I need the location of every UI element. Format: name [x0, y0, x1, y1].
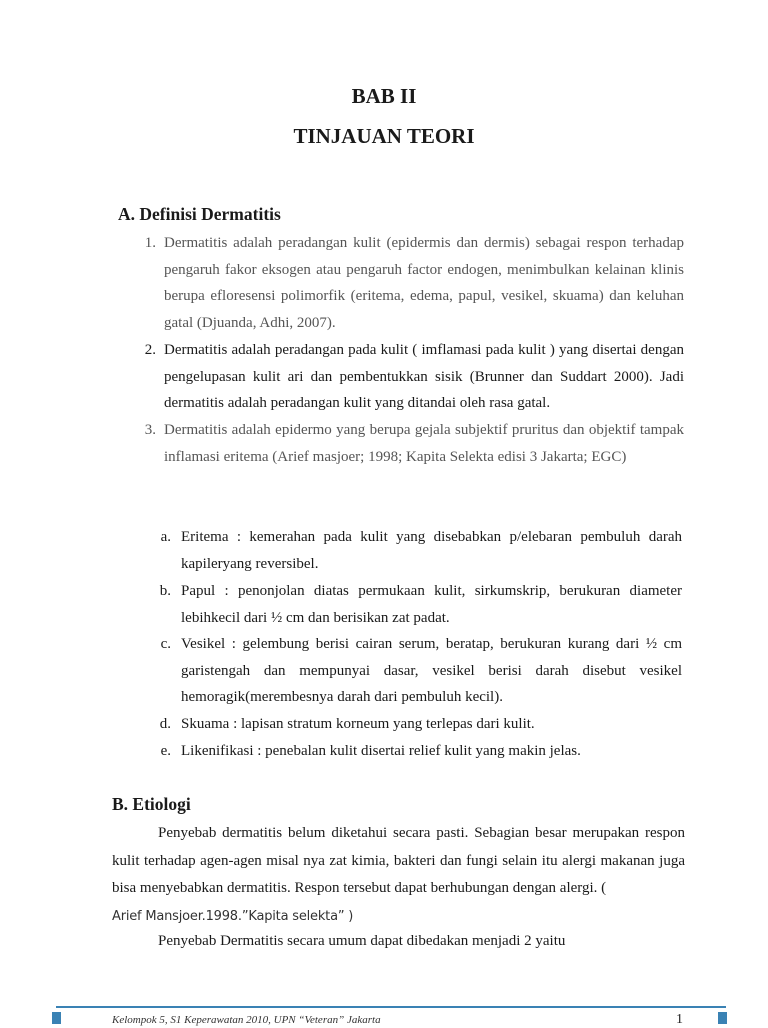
sub-list-item [157, 631, 682, 711]
sub-list-item [157, 711, 682, 738]
footer-rule [56, 1006, 726, 1008]
sub-list-marker: d. [159, 716, 171, 732]
page-number: 1 [676, 1012, 683, 1027]
list-marker: 1. [144, 235, 156, 251]
etiologi-citation: Arief Mansjoer.1998.”Kapita selekta” ) [112, 908, 354, 924]
list-item-text: Dermatitis adalah epidermo yang berupa gejala subjektif pruritus dan objektif tampak inflamasi eritema (Arief masjoer; 1998; Kapita Selekta edisi 3 Jakarta; EGC) [164, 422, 684, 465]
chapter-number: BAB II [351, 84, 417, 108]
sub-list-item-text: Papul : penonjolan diatas permukaan kulit, sirkumskrip, berukuran diameter lebihkecil dari ½ cm dan berisikan zat padat. [181, 583, 682, 626]
list-marker: 2. [144, 342, 156, 358]
sub-list-marker: a. [160, 529, 171, 545]
list-item-text: Dermatitis adalah peradangan pada kulit ( imflamasi pada kulit ) yang disertai dengan pengelupasan kulit ari dan pembentukkan sisik (Brunner dan Suddart 2000). Jadi dermatitis adalah peradangan kulit yang ditandai oleh rasa gatal. [164, 342, 684, 412]
list-item [138, 337, 684, 417]
sub-list-item [157, 524, 682, 577]
sub-list-marker: b. [159, 583, 171, 599]
sub-list-item [157, 578, 682, 631]
footer-marker [718, 1012, 727, 1024]
etiologi-paragraph-2: Penyebab Dermatitis secara umum dapat dibedakan menjadi 2 yaitu [158, 933, 566, 949]
list-item [138, 417, 684, 470]
list-marker: 3. [144, 422, 156, 438]
list-item-text: Dermatitis adalah peradangan kulit (epidermis dan dermis) sebagai respon terhadap pengaruh fakor eksogen atau pengaruh factor endogen, menimbulkan kelainan klinis berupa efloresensi polimorfik (eritema, edema, papul, vesikel, skuama) dan keluhan gatal (Djuanda, Adhi, 2007). [164, 235, 684, 331]
footer-text: Kelompok 5, S1 Keperawatan 2010, UPN “Veteran” Jakarta [112, 1014, 381, 1026]
sub-list-item [157, 738, 682, 765]
sub-list-item-text: Likenifikasi : penebalan kulit disertai relief kulit yang makin jelas. [181, 743, 581, 759]
section-a-heading: A. Definisi Dermatitis [118, 204, 281, 224]
sub-list-item-text: Vesikel : gelembung berisi cairan serum, beratap, berukuran kurang dari ½ cm garistengah dan mempunyai dasar, vesikel berisi darah disebut vesikel hemoragik(merembesnya darah dari pembuluh kecil). [181, 636, 682, 706]
etiologi-text: Penyebab dermatitis belum diketahui secara pasti. Sebagian besar merupakan respon kulit terhadap agen-agen misal nya zat kimia, bakteri dan fungi selain itu alergi makanan juga bisa menyebabkan dermatitis. Respon tersebut dapat berhubungan dengan alergi. ( [112, 825, 685, 896]
sub-list-item-text: Eritema : kemerahan pada kulit yang disebabkan p/elebaran pembuluh darah kapileryang reversibel. [181, 529, 682, 572]
sub-list-marker: e. [160, 743, 171, 759]
chapter-title: TINJAUAN TEORI [293, 124, 475, 148]
list-item [138, 230, 684, 336]
etiologi-paragraph [112, 820, 685, 930]
section-b-heading: B. Etiologi [112, 794, 191, 814]
footer-marker [52, 1012, 61, 1024]
sub-list-item-text: Skuama : lapisan stratum korneum yang terlepas dari kulit. [181, 716, 535, 732]
sub-list-marker: c. [160, 636, 171, 652]
